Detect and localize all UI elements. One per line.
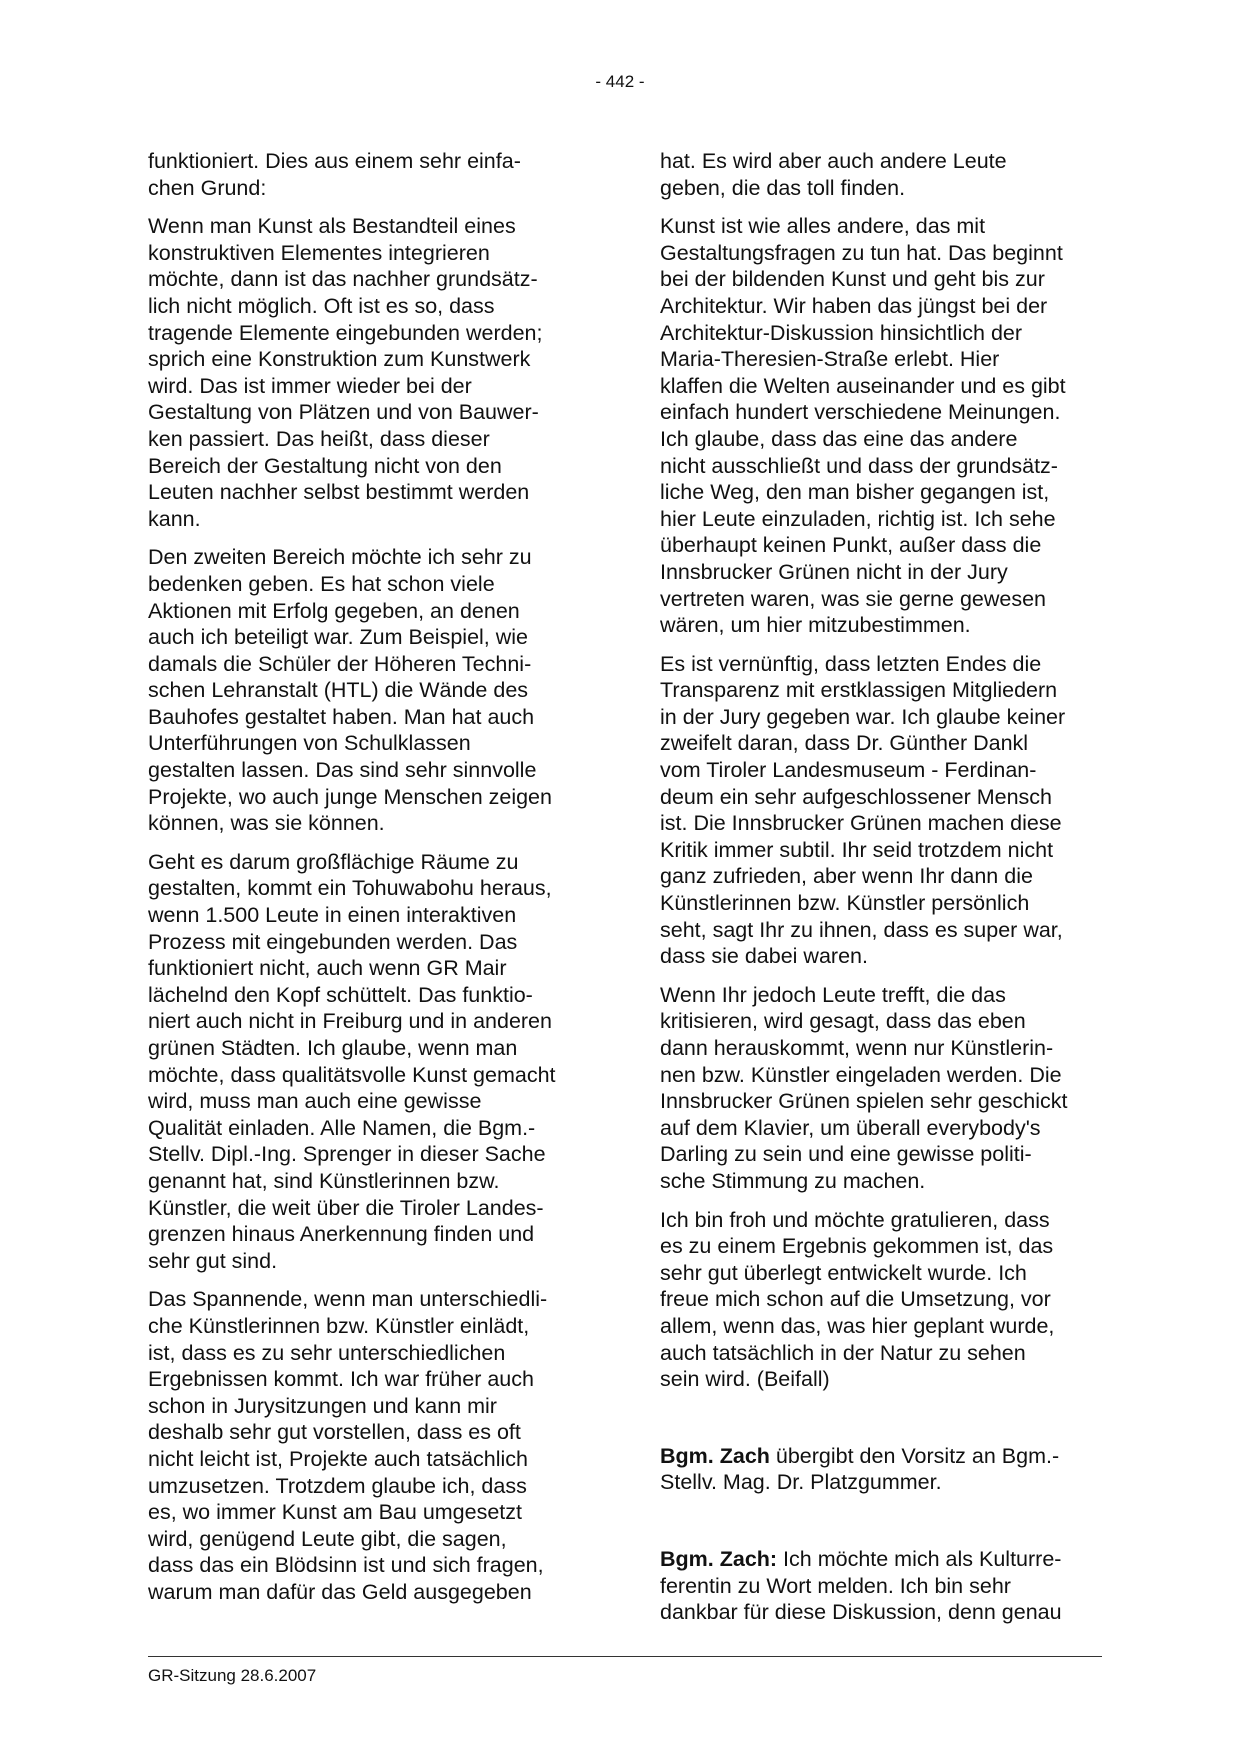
text-line: Innsbrucker Grünen spielen sehr geschickt — [660, 1089, 1068, 1114]
text-line: klaffen die Welten auseinander und es gibt — [660, 373, 1066, 398]
page-number: - 442 - — [595, 72, 645, 91]
text-line: konstruktiven Elementes integrieren — [148, 240, 490, 265]
text-line: grenzen hinaus Anerkennung finden und — [148, 1222, 535, 1247]
text-line: Stellv. Dipl.-Ing. Sprenger in dieser Sache — [148, 1142, 546, 1167]
text-line: geben, die das toll finden. — [660, 175, 906, 200]
paragraph — [660, 651, 1108, 970]
text-line: möchte, dass qualitätsvolle Kunst gemacht — [148, 1062, 556, 1087]
footer-session-label: GR-Sitzung 28.6.2007 — [148, 1666, 317, 1685]
text-line: genannt hat, sind Künstlerinnen bzw. — [148, 1168, 500, 1193]
speaker-name: Bgm. Zach: — [660, 1546, 778, 1571]
text-line: in der Jury gegeben war. Ich glaube keiner — [660, 704, 1066, 729]
text-line: Architektur. Wir haben das jüngst bei der — [660, 293, 1048, 318]
text-line: es, wo immer Kunst am Bau umgesetzt — [148, 1500, 523, 1525]
text-line: funktioniert nicht, auch wenn GR Mair — [148, 956, 507, 981]
paragraph — [148, 544, 593, 837]
text-line: dass das ein Blödsinn ist und sich fragen, — [148, 1553, 544, 1578]
paragraph — [660, 148, 1108, 201]
text-line: Bereich der Gestaltung nicht von den — [148, 453, 502, 478]
text-line: sche Stimmung zu machen. — [660, 1168, 926, 1193]
text-line: Architektur-Diskussion hinsichtlich der — [660, 320, 1023, 345]
text-line: schon in Jurysitzungen und kann mir — [148, 1393, 497, 1418]
text-line: hat. Es wird aber auch andere Leute — [660, 149, 1007, 173]
text-line: seht, sagt Ihr zu ihnen, dass es super war, — [660, 917, 1063, 942]
text-line: bei der bildenden Kunst und geht bis zur — [660, 267, 1045, 292]
text-line: Unterführungen von Schulklassen — [148, 731, 471, 756]
text-line: möchte, dann ist das nachher grundsätz- — [148, 267, 538, 292]
text-line: Projekte, wo auch junge Menschen zeigen — [148, 784, 552, 809]
text-line: Bauhofes gestaltet haben. Man hat auch — [148, 704, 535, 729]
text-line: Ich bin froh und möchte gratulieren, dass — [660, 1207, 1050, 1232]
text-line: tragende Elemente eingebunden werden; — [148, 320, 543, 345]
text-line: wird, muss man auch eine gewisse — [148, 1089, 482, 1114]
paragraph — [148, 1286, 593, 1605]
text-line: Prozess mit eingebunden werden. Das — [148, 929, 518, 954]
text-line: kritisieren, wird gesagt, dass das eben — [660, 1009, 1026, 1034]
text-line: können, was sie können. — [148, 811, 385, 836]
text-line: gestalten, kommt ein Tohuwabohu heraus, — [148, 876, 552, 901]
text-line: Gestaltungsfragen zu tun hat. Das beginnt — [660, 240, 1063, 265]
text-line: wird, genügend Leute gibt, die sagen, — [148, 1526, 507, 1551]
text-line: hier Leute einzuladen, richtig ist. Ich sehe — [660, 506, 1056, 531]
speech-paragraph — [660, 1546, 1108, 1626]
text-line: sehr gut überlegt entwickelt wurde. Ich — [660, 1260, 1027, 1285]
text-line: Aktionen mit Erfolg gegeben, an denen — [148, 598, 520, 623]
text-line: wird. Das ist immer wieder bei der — [148, 373, 472, 398]
text-line: Künstler, die weit über die Tiroler Landes- — [148, 1195, 544, 1220]
paragraph — [148, 213, 593, 532]
text-line: schen Lehranstalt (HTL) die Wände des — [148, 678, 529, 703]
text-line: nicht ausschließt und dass der grundsätz- — [660, 453, 1058, 478]
text-line: sprich eine Konstruktion zum Kunstwerk — [148, 347, 531, 372]
text-line: Den zweiten Bereich möchte ich sehr zu — [148, 545, 532, 570]
text-line: Ergebnissen kommt. Ich war früher auch — [148, 1367, 534, 1392]
text-line: Künstlerinnen bzw. Künstler persönlich — [660, 891, 1030, 916]
text-line: vom Tiroler Landesmuseum - Ferdinan- — [660, 758, 1037, 783]
text-line — [660, 1546, 1108, 1573]
paragraph — [148, 849, 593, 1275]
text-line: Kunst ist wie alles andere, das mit — [660, 214, 986, 239]
text-line: umzusetzen. Trotzdem glaube ich, dass — [148, 1473, 527, 1498]
text-line: Darling zu sein und eine gewisse politi- — [660, 1142, 1032, 1167]
text-line: dass sie dabei waren. — [660, 944, 868, 969]
text-line: che Künstlerinnen bzw. Künstler einlädt, — [148, 1313, 530, 1338]
left-column — [148, 148, 593, 1617]
text-line: wären, um hier mitzubestimmen. — [660, 613, 971, 638]
text-line: ferentin zu Wort melden. Ich bin sehr — [660, 1573, 1011, 1598]
text-line: Das Spannende, wenn man unterschiedli- — [148, 1287, 548, 1312]
text-fragment: übergibt den Vorsitz an Bgm.- — [769, 1443, 1060, 1468]
text-line: Kritik immer subtil. Ihr seid trotzdem nicht — [660, 837, 1054, 862]
text-line: vertreten waren, was sie gerne gewesen — [660, 586, 1047, 611]
text-line: nicht leicht ist, Projekte auch tatsächlich — [148, 1446, 529, 1471]
text-line: lächelnd den Kopf schüttelt. Das funktio- — [148, 982, 533, 1007]
text-line: Maria-Theresien-Straße erlebt. Hier — [660, 347, 1000, 372]
text-line: Es ist vernünftig, dass letzten Endes die — [660, 651, 1042, 676]
text-line: ist, dass es zu sehr unterschiedlichen — [148, 1340, 506, 1365]
right-column — [660, 148, 1108, 1638]
text-line: es zu einem Ergebnis gekommen ist, das — [660, 1234, 1054, 1259]
text-line: wenn 1.500 Leute in einen interaktiven — [148, 903, 517, 928]
text-line: niert auch nicht in Freiburg und in anderen — [148, 1009, 552, 1034]
text-line: grünen Städten. Ich glaube, wenn man — [148, 1036, 518, 1060]
paragraph — [660, 1207, 1108, 1393]
text-line: sein wird. (Beifall) — [660, 1367, 830, 1392]
text-line: liche Weg, den man bisher gegangen ist, — [660, 480, 1050, 505]
text-line: chen Grund: — [148, 175, 267, 200]
text-line: nen bzw. Künstler eingeladen werden. Die — [660, 1062, 1062, 1087]
text-line: auch tatsächlich in der Natur zu sehen — [660, 1340, 1026, 1365]
text-line: warum man dafür das Geld ausgegeben — [148, 1579, 532, 1604]
text-line: auch ich beteiligt war. Zum Beispiel, wie — [148, 625, 529, 650]
text-line: Transparenz mit erstklassigen Mitgliedern — [660, 678, 1058, 703]
text-line: freue mich schon auf die Umsetzung, vor — [660, 1287, 1051, 1312]
text-line: sehr gut sind. — [148, 1248, 278, 1273]
text-line: deum ein sehr aufgeschlossener Mensch — [660, 784, 1052, 809]
text-line: deshalb sehr gut vorstellen, dass es oft — [148, 1420, 521, 1445]
footer-divider — [148, 1656, 1102, 1657]
text-line: Geht es darum großflächige Räume zu — [148, 849, 519, 874]
text-line: überhaupt keinen Punkt, außer dass die — [660, 533, 1042, 558]
text-line: Qualität einladen. Alle Namen, die Bgm.- — [148, 1115, 536, 1140]
text-line: Gestaltung von Plätzen und von Bauwer- — [148, 400, 539, 425]
text-line: ist. Die Innsbrucker Grünen machen diese — [660, 811, 1062, 836]
text-line: damals die Schüler der Höheren Techni- — [148, 651, 532, 676]
text-line: dankbar für diese Diskussion, denn genau — [660, 1600, 1062, 1625]
text-line: Leuten nachher selbst bestimmt werden — [148, 480, 530, 505]
paragraph — [148, 148, 593, 201]
text-line: dann herauskommt, wenn nur Künstlerin- — [660, 1036, 1054, 1060]
text-line: Ich glaube, dass das eine das andere — [660, 426, 1018, 451]
text-line: gestalten lassen. Das sind sehr sinnvolle — [148, 758, 537, 783]
text-line: funktioniert. Dies aus einem sehr einfa- — [148, 149, 521, 173]
text-line: Stellv. Mag. Dr. Platzgummer. — [660, 1470, 942, 1495]
text-line: Innsbrucker Grünen nicht in der Jury — [660, 559, 1008, 584]
text-line: zweifelt daran, dass Dr. Günther Dankl — [660, 731, 1029, 756]
text-line: ken passiert. Das heißt, dass dieser — [148, 426, 490, 451]
text-line: Wenn man Kunst als Bestandteil eines — [148, 214, 516, 239]
text-line: einfach hundert verschiedene Meinungen. — [660, 400, 1061, 425]
paragraph — [660, 982, 1108, 1195]
text-line: lich nicht möglich. Oft ist es so, dass — [148, 293, 495, 318]
text-line: allem, wenn das, was hier geplant wurde, — [660, 1313, 1055, 1338]
text-line: kann. — [148, 506, 201, 531]
text-line: Wenn Ihr jedoch Leute trefft, die das — [660, 982, 1006, 1007]
text-line: auf dem Klavier, um überall everybody's — [660, 1115, 1041, 1140]
speaker-name: Bgm. Zach — [660, 1443, 770, 1468]
text-line: ganz zufrieden, aber wenn Ihr dann die — [660, 864, 1033, 889]
text-line — [660, 1443, 1108, 1470]
text-line: bedenken geben. Es hat schon viele — [148, 571, 495, 596]
chair-handover-note — [660, 1443, 1108, 1496]
paragraph — [660, 213, 1108, 639]
text-fragment: Ich möchte mich als Kulturre- — [777, 1546, 1062, 1571]
